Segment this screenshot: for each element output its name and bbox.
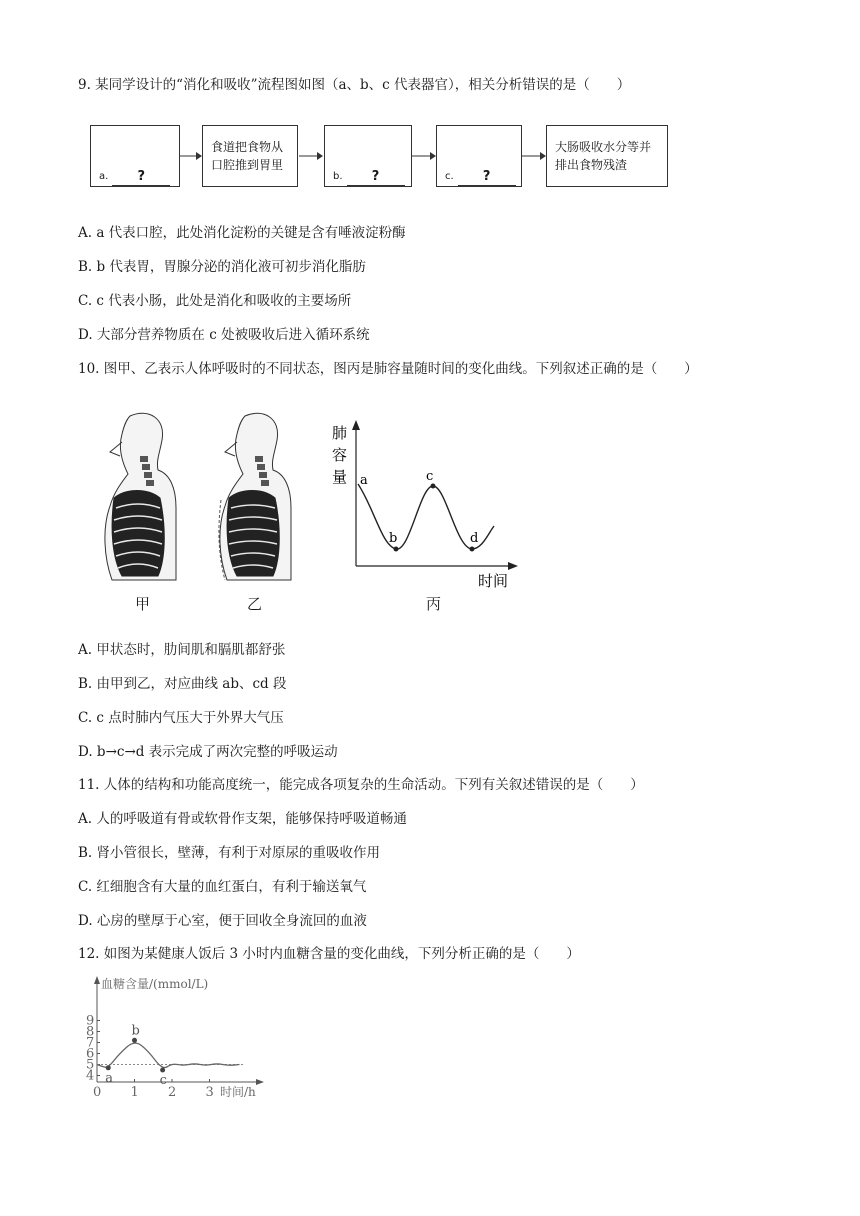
glucose-y-tick-label: 7 bbox=[86, 1035, 95, 1051]
glucose-x-tick-label: 2 bbox=[168, 1085, 177, 1100]
flow-box-b-label: b. bbox=[333, 171, 343, 182]
curve-y-label-1: 肺 bbox=[332, 424, 348, 442]
q9-option-d: D. 大部分营养物质在 c 处被吸收后进入循环系统 bbox=[78, 327, 370, 343]
y-axis-arrow-icon bbox=[352, 420, 360, 430]
x-axis-arrow-icon bbox=[508, 562, 518, 570]
torso-inhale-illustration bbox=[215, 408, 295, 583]
arrow-right-icon bbox=[180, 150, 202, 162]
flow-box-c-label: c. bbox=[445, 171, 454, 182]
figure-label-yi: 乙 bbox=[247, 595, 263, 613]
curve-point-d bbox=[470, 547, 475, 552]
q9-option-b: B. b 代表胃，胃腺分泌的消化液可初步消化脂肪 bbox=[78, 259, 366, 275]
glucose-x-tick-label: 1 bbox=[130, 1085, 139, 1100]
q12-stem: 12. 如图为某健康人饭后 3 小时内血糖含量的变化曲线，下列分析正确的是（ ） bbox=[78, 946, 580, 962]
flow-box-c bbox=[436, 125, 522, 187]
glucose-y-tick-label: 6 bbox=[86, 1046, 95, 1062]
figure-label-jia: 甲 bbox=[135, 595, 151, 613]
glucose-y-tick-label: 5 bbox=[86, 1057, 95, 1073]
curve-point-c-label: c bbox=[426, 469, 434, 484]
flow-box-b-blank: ? bbox=[347, 169, 405, 186]
flow-box-a-blank: ? bbox=[112, 169, 170, 186]
flow-box-large-intestine-text: 大肠吸收水分等并排出食物残渣 bbox=[555, 140, 652, 172]
glucose-x-tick-label: 3 bbox=[205, 1085, 214, 1100]
q9-option-c: C. c 代表小肠，此处是消化和吸收的主要场所 bbox=[78, 293, 352, 309]
q11-stem: 11. 人体的结构和功能高度统一，能完成各项复杂的生命活动。下列有关叙述错误的是（ ） bbox=[78, 777, 644, 793]
q11-option-c: C. 红细胞含有大量的血红蛋白，有利于输送氧气 bbox=[78, 879, 367, 895]
glucose-y-tick-label: 8 bbox=[86, 1024, 95, 1040]
curve-y-label-3: 量 bbox=[332, 468, 348, 486]
glucose-y-arrow-icon bbox=[94, 976, 100, 984]
flow-box-esophagus bbox=[202, 125, 298, 187]
curve-point-b bbox=[394, 547, 399, 552]
flow-box-esophagus-text: 食道把食物从口腔推到胃里 bbox=[211, 140, 284, 172]
torso-exhale-illustration bbox=[100, 408, 180, 583]
flow-box-large-intestine bbox=[546, 125, 668, 187]
q10-option-c: C. c 点时肺内气压大于外界大气压 bbox=[78, 710, 284, 726]
lung-volume-curve bbox=[330, 418, 520, 590]
curve-y-label-2: 容 bbox=[332, 446, 348, 464]
curve-point-c bbox=[431, 484, 436, 489]
glucose-x-axis-label: 时间/h bbox=[220, 1085, 256, 1099]
glucose-y-tick-label: 9 bbox=[86, 1013, 95, 1029]
glucose-y-axis-label: 血糖含量/(mmol/L) bbox=[101, 977, 209, 991]
glucose-point-c bbox=[160, 1068, 165, 1073]
q11-option-a: A. 人的呼吸道有骨或软骨作支架，能够保持呼吸道畅通 bbox=[78, 811, 407, 827]
figure-label-bing: 丙 bbox=[426, 595, 442, 613]
curve-point-b-label: b bbox=[389, 531, 398, 546]
glucose-point-label-c: c bbox=[159, 1073, 167, 1088]
q10-option-b: B. 由甲到乙，对应曲线 ab、cd 段 bbox=[78, 676, 287, 692]
arrow-right-icon bbox=[412, 150, 436, 162]
q9-option-a: A. a 代表口腔，此处消化淀粉的关键是含有唾液淀粉酶 bbox=[78, 225, 406, 241]
curve-point-a-label: a bbox=[360, 473, 368, 488]
arrow-right-icon bbox=[522, 150, 546, 162]
curve-x-label: 时间 bbox=[478, 572, 509, 590]
glucose-y-tick-label: 4 bbox=[86, 1068, 95, 1084]
q10-stem: 10. 图甲、乙表示人体呼吸时的不同状态，图丙是肺容量随时间的变化曲线。下列叙述正确的是（ ） bbox=[78, 361, 698, 377]
arrow-right-icon bbox=[299, 150, 323, 162]
q11-option-d: D. 心房的壁厚于心室，便于回收全身流回的血液 bbox=[78, 913, 367, 929]
flow-box-c-blank: ? bbox=[458, 169, 516, 186]
curve-point-d-label: d bbox=[470, 531, 479, 546]
q10-option-a: A. 甲状态时，肋间肌和膈肌都舒张 bbox=[78, 642, 286, 658]
glucose-x-tick-label: 0 bbox=[93, 1085, 102, 1100]
glucose-point-label-a: a bbox=[105, 1070, 114, 1086]
glucose-x-arrow-icon bbox=[256, 1079, 264, 1085]
q9-stem: 9. 某同学设计的“消化和吸收”流程图如图（a、b、c 代表器官），相关分析错误的是（ ） bbox=[78, 77, 631, 93]
glucose-point-b bbox=[132, 1038, 137, 1043]
glucose-point-a bbox=[106, 1065, 111, 1070]
flow-box-a-label: a. bbox=[99, 171, 109, 182]
blood-glucose-chart bbox=[80, 970, 280, 1100]
q11-option-b: B. 肾小管很长，壁薄，有利于对原尿的重吸收作用 bbox=[78, 845, 381, 861]
glucose-point-label-b: b bbox=[131, 1023, 140, 1039]
flow-box-a bbox=[90, 125, 180, 187]
q10-option-d: D. b→c→d 表示完成了两次完整的呼吸运动 bbox=[78, 744, 338, 760]
flow-box-b bbox=[324, 125, 412, 187]
glucose-series-line bbox=[97, 1043, 240, 1067]
